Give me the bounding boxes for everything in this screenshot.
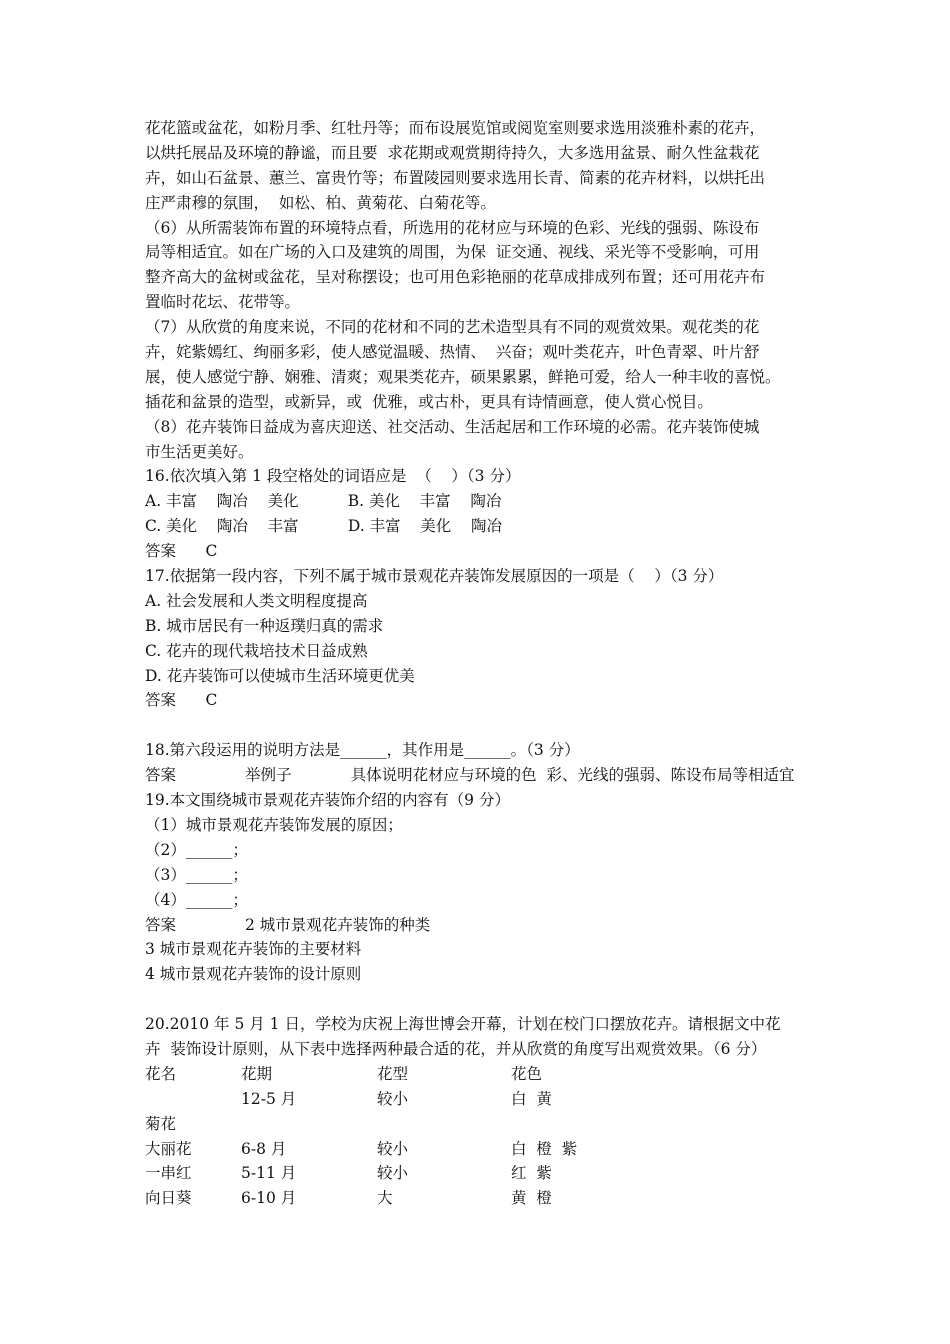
- question-17-answer: 答案 C: [145, 691, 218, 710]
- text-line: （7）从欣赏的角度来说，不同的花材和不同的艺术造型具有不同的观赏效果。观花类的花: [145, 318, 760, 337]
- table-row: [145, 1137, 820, 1162]
- text-line: 市生活更美好。: [145, 442, 254, 461]
- question-17: 17.依据第一段内容，下列不属于城市景观花卉装饰发展原因的一项是（ ）（3 分）: [145, 567, 724, 586]
- text-line: 插花和盆景的造型，或新异，或 优雅，或古朴，更具有诗情画意，使人赏心悦目。: [145, 392, 713, 411]
- table-header: [145, 1062, 820, 1087]
- table-cell: 一串红: [145, 1164, 192, 1183]
- header-cell-period: 花期: [241, 1064, 273, 1083]
- question-20: [145, 1012, 820, 1062]
- table-cell: 5-11 月: [241, 1164, 297, 1183]
- text-line: 卉，如山石盆景、蕙兰、富贵竹等；布置陵园则要求选用长青、简素的花卉材料，以烘托出: [145, 168, 766, 187]
- question-18-answer: 答案 举例子 具体说明花材应与环境的色 彩、光线的强弱、陈设布局等相适宜: [145, 766, 795, 785]
- question-19-item-2: （2）______；: [145, 840, 248, 859]
- table-row: [145, 1161, 820, 1186]
- text-line: 局等相适宜。如在广场的入口及建筑的周围，为保 证交通、视线、采光等不受影响，可用: [145, 243, 760, 262]
- question-16-options-cd: C. 美化 陶冶 丰富 D. 丰富 美化 陶冶: [145, 517, 502, 536]
- table-cell: 黄 橙: [511, 1189, 552, 1208]
- table-cell: 向日葵: [145, 1189, 192, 1208]
- table-cell: 大丽花: [145, 1139, 192, 1158]
- text-line: （8）花卉装饰日益成为喜庆迎送、社交活动、生活起居和工作环境的必需。花卉装饰使城: [145, 417, 760, 436]
- table-cell: 较小: [377, 1164, 409, 1183]
- table-cell: 白 橙 紫: [511, 1139, 578, 1158]
- flower-table: [145, 1062, 820, 1211]
- question-17-option-b: B. 城市居民有一种返璞归真的需求: [145, 616, 384, 635]
- text-line: 以烘托展品及环境的静谧，而且要 求花期或观赏期待持久，大多选用盆景、耐久性盆栽花: [145, 143, 760, 162]
- table-cell: 6-8 月: [241, 1139, 287, 1158]
- question-20-text: 20.2010 年 5 月 1 日，学校为庆祝上海世博会开幕，计划在校门口摆放花卉。请根据文中花: [145, 1015, 781, 1034]
- question-20-text: 卉 装饰设计原则，从下表中选择两种最合适的花，并从欣赏的角度写出观赏效果。（6 分）: [145, 1039, 767, 1058]
- question-17-option-c: C. 花卉的现代栽培技术日益成熟: [145, 641, 368, 660]
- document-page: [145, 116, 820, 1211]
- question-16-answer: 答案 C: [145, 542, 218, 561]
- table-cell: 较小: [377, 1089, 409, 1108]
- table-cell: 大: [377, 1189, 393, 1208]
- question-19-item-3: （3）______；: [145, 865, 248, 884]
- text-line: 展，使人感觉宁静、娴雅、清爽；观果类花卉，硕果累累，鲜艳可爱，给人一种丰收的喜悦。: [145, 367, 781, 386]
- question-16-options-ab: A. 丰富 陶冶 美化 B. 美化 丰富 陶冶: [145, 492, 502, 511]
- table-cell: 12-5 月: [241, 1089, 297, 1108]
- question-17-option-a: A. 社会发展和人类文明程度提高: [145, 591, 368, 610]
- table-cell: 红 紫: [511, 1164, 552, 1183]
- text-line: 卉，姹紫嫣红、绚丽多彩，使人感觉温暖、热情、 兴奋；观叶类花卉，叶色青翠、叶片舒: [145, 343, 760, 362]
- question-19-answer-line: 4 城市景观花卉装饰的设计原则: [145, 965, 362, 984]
- table-cell: 较小: [377, 1139, 409, 1158]
- text-line: 庄严肃穆的氛围， 如松、柏、黄菊花、白菊花等。: [145, 193, 496, 212]
- question-19-item-4: （4）______；: [145, 890, 248, 909]
- question-17-option-d: D. 花卉装饰可以使城市生活环境更优美: [145, 666, 415, 685]
- blank-line: [145, 987, 820, 1012]
- text-line: 花花篮或盆花，如粉月季、红牡丹等；而布设展览馆或阅览室则要求选用淡雅朴素的花卉，: [145, 119, 766, 137]
- question-16: 16.依次填入第 1 段空格处的词语应是 （ ）（3 分）: [145, 467, 521, 486]
- blank-line: [145, 713, 820, 738]
- question-19: 19.本文围绕城市景观花卉装饰介绍的内容有（9 分）: [145, 791, 510, 810]
- text-line: 整齐高大的盆树或盆花，呈对称摆设；也可用色彩艳丽的花草成排成列布置；还可用花卉布: [145, 268, 766, 287]
- table-row: [145, 1186, 820, 1211]
- text-line: （6）从所需装饰布置的环境特点看，所选用的花材应与环境的色彩、光线的强弱、陈设布: [145, 218, 760, 237]
- header-cell-color: 花色: [511, 1064, 543, 1083]
- text-line: 置临时花坛、花带等。: [145, 293, 301, 312]
- passage-and-questions-16-17: [145, 116, 820, 713]
- header-cell-name: 花名: [145, 1064, 177, 1083]
- table-cell: 白 黄: [511, 1089, 552, 1108]
- questions-18-19: [145, 738, 820, 987]
- table-cell: 菊花: [145, 1114, 177, 1133]
- table-row: [145, 1112, 820, 1137]
- table-cell: 6-10 月: [241, 1189, 297, 1208]
- question-18: 18.第六段运用的说明方法是______，其作用是______。（3 分）: [145, 741, 580, 760]
- question-19-answer-line: 3 城市景观花卉装饰的主要材料: [145, 940, 362, 959]
- header-cell-shape: 花型: [377, 1064, 409, 1083]
- question-19-item-1: （1）城市景观花卉装饰发展的原因；: [145, 815, 403, 834]
- table-row: [145, 1087, 820, 1112]
- question-19-answer: 答案 2 城市景观花卉装饰的种类: [145, 915, 431, 934]
